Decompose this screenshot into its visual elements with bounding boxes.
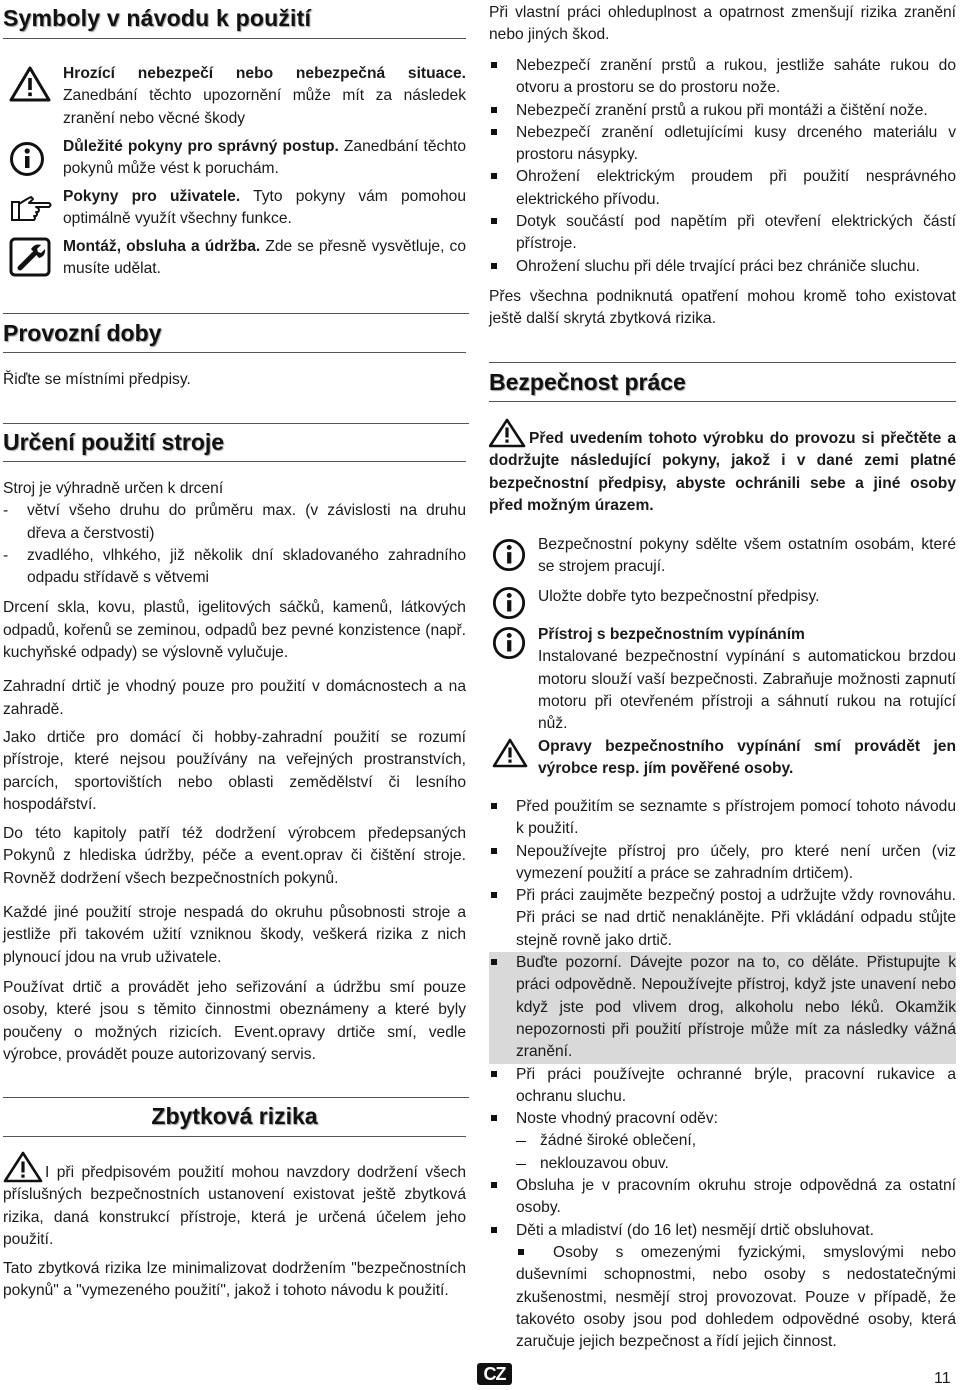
safety-warning: Před uvedením tohoto výrobku do provozu si přečtěte a dodržujte následující pokyny, jakož i v dané zemi platné bezpečnostní předpisy, abyste ochránili sebe a jiné osoby před možným úrazem. (489, 430, 956, 514)
page-number: 11 (934, 1370, 951, 1387)
info-circle-icon (492, 586, 526, 627)
info-circle-icon (9, 141, 45, 184)
list-item: - větví všeho druhu do průměru max. (v závislosti na druhu dřeva a čerstvosti) (3, 500, 466, 545)
clothing-list (489, 1130, 956, 1175)
list-item: Noste vhodný pracovní oděv: (489, 1108, 956, 1130)
symbol-text: Zde se přesně vysvětluje, co musíte udělat. (63, 238, 467, 278)
info-circle-icon (492, 626, 526, 667)
list-item: Před použitím se seznamte s přístrojem pomocí tohoto návodu k použití. (489, 796, 956, 841)
usage-heading: Určení použití stroje (3, 428, 466, 462)
list-item-highlighted: Buďte pozorní. Dávejte pozor na to, co děláte. Přistupujte k práci odpovědně. Nepoužívejte přístroj, když jste unavení nebo když jste pod vlivem drog, alkoholu nebo léků. Okamžik nepozornosti při použití přístroje může mít za následky vážná zranění. (489, 952, 956, 1063)
symbol-text: Zanedbání těchto upozornění může mít za následek zranění nebo věcné škody (63, 87, 466, 127)
usage-paragraph: Používat drtič a provádět jeho seřizování a údržbu smí pouze osoby, které jsou s těmito činnostmi obeznámeny a které byly poučeny o možných rizicích. Event.opravy drtiče smí, vedle výrobce, provádět pouze autorizovaný servis. (3, 978, 466, 1063)
usage-intro: Stroj je výhradně určen k drcení (3, 480, 224, 497)
residual-risks-heading: Zbytková rizika (3, 1102, 466, 1137)
risk-outro: Přes všechna podniknutá opatření mohou kromě toho existovat ještě další skrytá zbytková rizika. (489, 288, 956, 328)
disabled-persons-text: Osoby s omezenými fyzickými, smyslovými nebo duševními schopnostmi, nebo osoby s nedostatečnými zkušenostmi, nesmějí stroj provozovat. Pouze v případě, že takovéto osoby jsou pod dohledem odpovědné osoby, která zaručuje jejich bezpečnost a řídí jejich činnost. (516, 1243, 956, 1351)
usage-paragraph: Každé jiné použití stroje nespadá do okruhu působnosti stroje a jestliže při takovém užití vzniknou škody, veškerá rizika z nich plynoucí jdou na vrub uživatele. (3, 904, 466, 966)
divider (489, 362, 956, 363)
symbol-bold: Pokyny pro uživatele. (63, 188, 241, 205)
list-item: Ohrožení elektrickým proudem při použití nesprávného elektrického přívodu. (489, 166, 956, 211)
list-item: Nebezpečí zranění odletujícími kusy drceného materiálu v prostoru násypky. (489, 122, 956, 167)
usage-paragraph: Jako drtiče pro domácí či hobby-zahradní použití se rozumí přístroje, které nejsou používány na veřejných prostranstvích, parcích, sportovištích nebo oblasti zemědělství či lesního hospodářství. (3, 728, 466, 813)
operating-hours-heading: Provozní doby (3, 319, 466, 353)
info-text: Bezpečnostní pokyny sdělte všem ostatním osobám, které se strojem pracují. (538, 536, 956, 576)
symbol-text: Zanedbání těchto pokynů může vést k poruchám. (63, 138, 467, 178)
warning-triangle-icon (9, 66, 51, 109)
list-item: Při práci zaujměte bezpečný postoj a udržujte vždy rovnováhu. Při práci se nad drtič nenaklánějte. Při vkládání odpadu stůjte stejně rovně jako drtič. (489, 885, 956, 952)
symbol-bold: Hrozící nebezpečí nebo nebezpečná situace. (63, 65, 466, 82)
symbols-heading: Symboly v návodu k použití (3, 4, 466, 39)
symbol-row-danger (3, 63, 466, 131)
info-row-safety-switch (489, 624, 956, 736)
disabled-persons-item (489, 1242, 956, 1353)
usage-paragraph: Do této kapitoly patří též dodržení výrobcem předepsaných Pokynů z hlediska údržby, péče a event.oprav či čištění stroje. Rovněž dodržení všech bezpečnostních pokynů. (3, 825, 466, 887)
pointing-hand-icon (9, 194, 53, 231)
list-item: Při práci používejte ochranné brýle, pracovní rukavice a ochranu sluchu. (489, 1064, 956, 1109)
symbol-row-user-tips (3, 186, 466, 232)
residual-paragraph-1: I při předpisovém použití mohou navzdory dodržení všech příslušných bezpečnostních ustanovení existovat ještě zbytková rizika, daná konstrukcí přístroje, která je určená účelem jeho použití. (3, 1164, 466, 1248)
list-item: Nebezpečí zranění prstů a rukou, jestliže saháte rukou do otvoru a prostoru se do prostoru nože. (489, 55, 956, 100)
safety-list-2 (489, 1175, 956, 1242)
list-item: - zvadlého, vlhkého, již několik dní skladovaného zahradního odpadu střídavě s větvemi (3, 545, 466, 590)
usage-paragraph: Drcení skla, kovu, plastů, igelitových sáčků, kamenů, látkových odpadů, kořenů se zeminou, odpadů bez pevné konzistence (např. kuchyňské odpady) se výslovně vylučuje. (3, 599, 466, 662)
divider (3, 1097, 469, 1098)
info-row-share (489, 534, 956, 580)
warning-triangle-icon (492, 738, 528, 775)
symbol-bold: Důležité pokyny pro správný postup. (63, 138, 339, 155)
usage-paragraph: Zahradní drtič je vhodný pouze pro použití v domácnostech a na zahradě. (3, 678, 466, 718)
info-row-keep (489, 586, 956, 612)
list-item: žádné široké oblečení, (489, 1130, 956, 1152)
list-item: Dotyk součástí pod napětím při otevření elektrických částí přístroje. (489, 211, 956, 256)
info-title: Přístroj s bezpečnostním vypínáním (538, 626, 805, 643)
list-item: Nepoužívejte přístroj pro účely, pro které není určen (viz vymezení použití a práce se zahradním drtičem). (489, 841, 956, 886)
repair-warning: Opravy bezpečnostního vypínání smí provádět jen výrobce resp. jím pověřené osoby. (538, 738, 956, 778)
list-item: Děti a mladiství (do 16 let) nesmějí drtič obsluhovat. (489, 1220, 956, 1242)
divider (3, 313, 469, 314)
list-item: Obsluha je v pracovním okruhu stroje odpovědná za ostatní osoby. (489, 1175, 956, 1220)
list-item: neklouzavou obuv. (489, 1153, 956, 1175)
wrench-icon (9, 237, 51, 284)
symbol-row-important (3, 136, 466, 182)
safety-rules (489, 796, 956, 1353)
divider (3, 423, 469, 424)
country-badge: CZ (477, 1363, 512, 1385)
bullet (518, 1249, 524, 1255)
usage-list (3, 500, 466, 589)
symbol-bold: Montáž, obsluha a údržba. (63, 238, 261, 255)
safety-heading: Bezpečnost práce (489, 368, 956, 402)
residual-paragraph-2: Tato zbytková rizika lze minimalizovat dodržením "bezpečnostních pokynů" a "vymezeného použití", jakož i tohoto návodu k použití. (3, 1260, 466, 1300)
risk-list (489, 55, 956, 278)
symbol-row-maintenance (3, 236, 466, 282)
info-text: Instalované bezpečnostní vypínání s automatickou brzdou motoru slouží vaší bezpečnosti. Zabraňuje možnosti zapnutí motoru při otevřeném přístroji a sáhnutí rukou na rotující nůž. (538, 648, 956, 733)
usage-section (3, 478, 466, 1066)
info-text: Uložte dobře tyto bezpečnostní předpisy. (538, 588, 820, 605)
info-circle-icon (492, 538, 526, 579)
operating-hours-text: Řiďte se místními předpisy. (3, 371, 191, 388)
risk-intro: Při vlastní práci ohleduplnost a opatrnost zmenšují rizika zranění nebo jiných škod. (489, 4, 956, 44)
repair-warning-row (489, 736, 956, 782)
list-item: Ohrožení sluchu při déle trvající práci bez chrániče sluchu. (489, 256, 956, 278)
list-item: Nebezpečí zranění prstů a rukou při montáži a čištění nože. (489, 100, 956, 122)
safety-list (489, 796, 956, 1130)
symbol-text: Tyto pokyny vám pomohou optimálně využít všechny funkce. (63, 188, 466, 228)
